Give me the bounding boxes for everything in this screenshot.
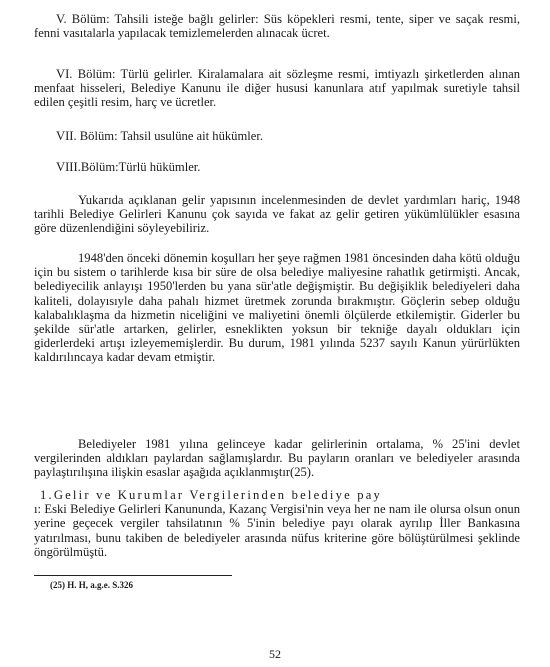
paragraph-section-5: V. Bölüm: Tahsili isteğe bağlı gelirler: Süs köpekleri resmi, tente, siper ve saçak resmi, fenni vasıtalarla yapılacak temizlemelerden alınacak ücret. bbox=[34, 12, 520, 41]
paragraph-section-6: VI. Bölüm: Türlü gelirler. Kiralamalara ait sözleşme resmi, imtiyazlı şirketlerden alınan menfaat hisseleri, Belediye Kanunu ile diğer hususi kanunlara atıf yapılmak suretiyle tahsil edilen çeşitli resim, harç ve ücretler. bbox=[34, 67, 520, 110]
footnote-divider bbox=[34, 575, 232, 576]
paragraph-section-8: VIII.Bölüm:Türlü hükümler. bbox=[56, 160, 201, 174]
list-item-income-tax bbox=[34, 488, 520, 559]
footnote: (25) H. H, a.g.e. S.326 bbox=[50, 580, 133, 590]
paragraph-summary: Yukarıda açıklanan gelir yapısının incelenmesinden de devlet yardımları hariç, 1948 tarihli Belediye Gelirleri Kanunu çok sayıda ve fakat az gelir getiren yükümlülükler esasına göre düzenlendiğini söyleyebiliriz. bbox=[34, 193, 520, 236]
list-item-heading: 1.Gelir ve Kurumlar Vergilerinden belediye pay bbox=[40, 488, 383, 502]
list-item-text: ı: Eski Belediye Gelirleri Kanununda, Kazanç Vergisi'nin veya her ne nam ile olursa olsun onun yerine geçecek vergiler tahsilatının % 5'inin belediye payı olarak ayrılıp İller Bankasına yatırılması, bunu takiben de belediyeler arasında nüfus kriterine göre bölüştürülmesi şeklinde öngörülmüştü. bbox=[34, 502, 520, 559]
paragraph-history: 1948'den önceki dönemin koşulları her şeye rağmen 1981 öncesinden daha kötü olduğu için bu sistem o tarihlerde kısa bir süre de olsa belediye maliyesine rahatlık getirmişti. Ancak, belediyecilik anlayışı 1950'lerden bu yana sür'atle değişmiştir. Bu değişiklik belediyeleri daha kaliteli, dolayısıyle daha pahalı hizmet üretmek zorunda bırakmıştır. Göçlerin sebep olduğu kalabalıklaşma da hizmetin niceliğini ve maliyetini önemli ölçülerde etkilemiştir. Giderler bu şekilde sür'atle artarken, gelirler, esneklikten yoksun bir tekniğe dayalı oldukları için giderlerdeki artışı izleyememişlerdir. Bu durum, 1981 yılında 5237 sayılı Kanun yürürlükten kaldırılıncaya kadar devam etmiştir. bbox=[34, 251, 520, 365]
page-number: 52 bbox=[269, 647, 281, 661]
paragraph-shares: Belediyeler 1981 yılına gelinceye kadar gelirlerinin ortalama, % 25'ini devlet vergilerinden aldıkları paylardan sağlamışlardır. Bu payların oranları ve belediyeler arasında paylaştırılışına ilişkin esaslar aşağıda açıklanmıştır(25). bbox=[34, 437, 520, 480]
paragraph-section-7: VII. Bölüm: Tahsil usulüne ait hükümler. bbox=[56, 129, 264, 143]
